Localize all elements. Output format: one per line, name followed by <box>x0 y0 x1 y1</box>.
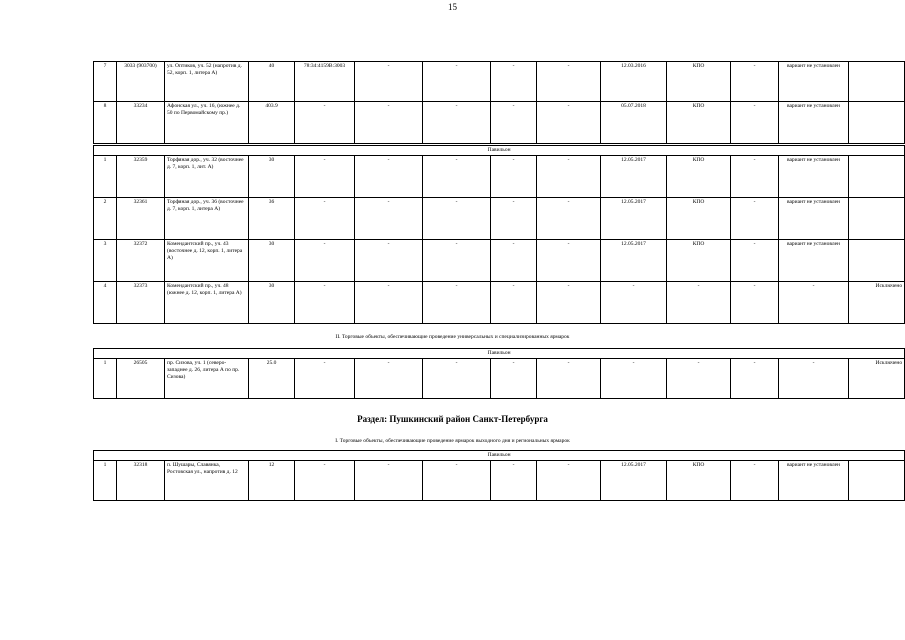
table-cell-c5: - <box>355 62 423 102</box>
table-cell-c11: - <box>731 62 779 102</box>
table-cell-date: 12.05.2017 <box>601 156 667 198</box>
table-cell-cad: - <box>295 198 355 240</box>
table-cell-c6: - <box>423 102 491 144</box>
table-row <box>94 240 905 282</box>
table-cell-address: п. Шушары, Славянка, Ростовская ул., напротив д. 12 <box>165 461 249 501</box>
table-cell-status: - <box>779 282 849 324</box>
table-cell-c6: - <box>423 359 491 399</box>
table-cell-c5: - <box>355 359 423 399</box>
table-row <box>94 62 905 102</box>
table-cell-c7: - <box>491 62 537 102</box>
table-group-header <box>94 349 905 359</box>
table-cell-date: 12.05.2017 <box>601 461 667 501</box>
subtitle-weekend-fairs: I. Торговые объекты, обеспечивающие проведение ярмарок выходного дня и региональных ярмарок <box>335 438 570 444</box>
table-cell-id: 26505 <box>117 359 165 399</box>
table-cell-id: 32372 <box>117 240 165 282</box>
table-row <box>94 359 905 399</box>
table-cell-address: Торфяная дор., уч. 36 (восточнее д. 7, корп. 1, литера А) <box>165 198 249 240</box>
table-cell-c11: - <box>731 240 779 282</box>
objects-table-top <box>93 61 905 144</box>
table-cell-area: 12 <box>249 461 295 501</box>
table-cell-c6: - <box>423 240 491 282</box>
table-cell-address: ул. Оптиков, уч. 52 (напротив д. 52, корп. 1, литера А) <box>165 62 249 102</box>
table-cell-c11: - <box>731 359 779 399</box>
table-cell-c11: - <box>731 282 779 324</box>
table-cell-c8: - <box>537 156 601 198</box>
table-cell-area: 25.0 <box>249 359 295 399</box>
page-number: 15 <box>448 2 457 12</box>
table-row <box>94 198 905 240</box>
table-cell-num: 1 <box>94 156 117 198</box>
table-cell-c11: - <box>731 156 779 198</box>
table-cell-c6: - <box>423 62 491 102</box>
table-cell-c6: - <box>423 198 491 240</box>
table-cell-num: 2 <box>94 198 117 240</box>
table-cell-c8: - <box>537 282 601 324</box>
table-cell-type: - <box>667 282 731 324</box>
objects-table-pavilion-2 <box>93 348 905 399</box>
table-cell-cad: - <box>295 240 355 282</box>
table-cell-c5: - <box>355 198 423 240</box>
table-cell-c8: - <box>537 240 601 282</box>
table-cell-c11: - <box>731 461 779 501</box>
table-cell-date: - <box>601 282 667 324</box>
table-cell-area: 403.9 <box>249 102 295 144</box>
objects-table-pavilion-3 <box>93 450 905 501</box>
table-group-header <box>94 146 905 156</box>
table-cell-c7: - <box>491 282 537 324</box>
group-header-label: Павильон <box>94 146 905 156</box>
table-cell-status: вариант не установлен <box>779 198 849 240</box>
table-cell-num: 3 <box>94 240 117 282</box>
table-cell-address: Комендантский пр., уч. 48 (южнее д. 12, корп. 1, литера А) <box>165 282 249 324</box>
table-cell-c6: - <box>423 282 491 324</box>
table-cell-c7: - <box>491 156 537 198</box>
subtitle-fairs: II. Торговые объекты, обеспечивающие проведение универсальных и специализированных ярмарок <box>335 334 570 340</box>
table-cell-c5: - <box>355 282 423 324</box>
table-cell-id: 33234 <box>117 102 165 144</box>
table-cell-c8: - <box>537 62 601 102</box>
table-cell-c5: - <box>355 102 423 144</box>
table-cell-status: вариант не установлен <box>779 62 849 102</box>
table-cell-type: КПО <box>667 102 731 144</box>
table-cell-c5: - <box>355 461 423 501</box>
table-cell-type: КПО <box>667 156 731 198</box>
table-cell-cad: - <box>295 156 355 198</box>
table-cell-area: 36 <box>249 198 295 240</box>
table-cell-area: 30 <box>249 156 295 198</box>
table-row <box>94 461 905 501</box>
table-cell-id: 32359 <box>117 156 165 198</box>
table-cell-area: 40 <box>249 62 295 102</box>
table-cell-date: 05.07.2018 <box>601 102 667 144</box>
table-cell-address: Комендантский пр., уч. 43 (восточнее д. 12, корп. 1, литера А) <box>165 240 249 282</box>
table-row <box>94 282 905 324</box>
table-cell-note <box>849 198 905 240</box>
table-cell-type: КПО <box>667 198 731 240</box>
table-cell-cad: - <box>295 102 355 144</box>
table-cell-c7: - <box>491 461 537 501</box>
table-cell-num: 7 <box>94 62 117 102</box>
table-cell-note: Исключено <box>849 359 905 399</box>
table-cell-cad: - <box>295 359 355 399</box>
table-cell-num: 4 <box>94 282 117 324</box>
table-cell-status: вариант не установлен <box>779 461 849 501</box>
table-cell-c11: - <box>731 102 779 144</box>
table-cell-c7: - <box>491 198 537 240</box>
table-cell-c8: - <box>537 198 601 240</box>
table-cell-address: пр. Сизова, уч. 1 (северо-западнее д. 26, литера А по пр. Сизова) <box>165 359 249 399</box>
table-cell-type: КПО <box>667 62 731 102</box>
objects-table-pavilion-1 <box>93 145 905 324</box>
table-cell-area: 30 <box>249 282 295 324</box>
table-cell-num: 8 <box>94 102 117 144</box>
table-cell-c5: - <box>355 240 423 282</box>
table-cell-note <box>849 62 905 102</box>
table-row <box>94 102 905 144</box>
table-cell-type: КПО <box>667 240 731 282</box>
group-header-label: Павильон <box>94 451 905 461</box>
table-cell-num: 1 <box>94 359 117 399</box>
table-cell-address: Афонская ул., уч. 16, (южнее д. 50 по Первомайскому пр.) <box>165 102 249 144</box>
table-cell-c8: - <box>537 102 601 144</box>
table-cell-cad: - <box>295 282 355 324</box>
table-cell-id: 32361 <box>117 198 165 240</box>
table-cell-c6: - <box>423 156 491 198</box>
section-title: Раздел: Пушкинский район Санкт-Петербурга <box>357 414 548 424</box>
table-cell-note <box>849 461 905 501</box>
table-row <box>94 156 905 198</box>
table-cell-cad: - <box>295 461 355 501</box>
table-cell-id: 32318 <box>117 461 165 501</box>
table-cell-status: вариант не установлен <box>779 240 849 282</box>
table-cell-date: 12.03.2016 <box>601 62 667 102</box>
table-cell-note <box>849 102 905 144</box>
table-cell-c8: - <box>537 461 601 501</box>
table-cell-area: 30 <box>249 240 295 282</box>
table-cell-id: 32373 <box>117 282 165 324</box>
table-cell-c7: - <box>491 240 537 282</box>
table-cell-type: - <box>667 359 731 399</box>
table-cell-c7: - <box>491 359 537 399</box>
table-cell-note <box>849 240 905 282</box>
table-cell-status: вариант не установлен <box>779 156 849 198</box>
table-cell-status: - <box>779 359 849 399</box>
table-cell-date: 12.05.2017 <box>601 240 667 282</box>
table-cell-note <box>849 156 905 198</box>
group-header-label: Павильон <box>94 349 905 359</box>
table-cell-c6: - <box>423 461 491 501</box>
table-cell-c7: - <box>491 102 537 144</box>
table-cell-id: 3033 (903700) <box>117 62 165 102</box>
table-cell-status: вариант не установлен <box>779 102 849 144</box>
table-cell-type: КПО <box>667 461 731 501</box>
table-group-header <box>94 451 905 461</box>
table-cell-cad: 78:34:4159B:3003 <box>295 62 355 102</box>
table-cell-date: - <box>601 359 667 399</box>
table-cell-c11: - <box>731 198 779 240</box>
table-cell-address: Торфяная дор., уч. 32 (восточнее д. 7, корп. 1, лит. А) <box>165 156 249 198</box>
table-cell-c8: - <box>537 359 601 399</box>
table-cell-c5: - <box>355 156 423 198</box>
table-cell-date: 12.05.2017 <box>601 198 667 240</box>
table-cell-note: Исключено <box>849 282 905 324</box>
table-cell-num: 1 <box>94 461 117 501</box>
